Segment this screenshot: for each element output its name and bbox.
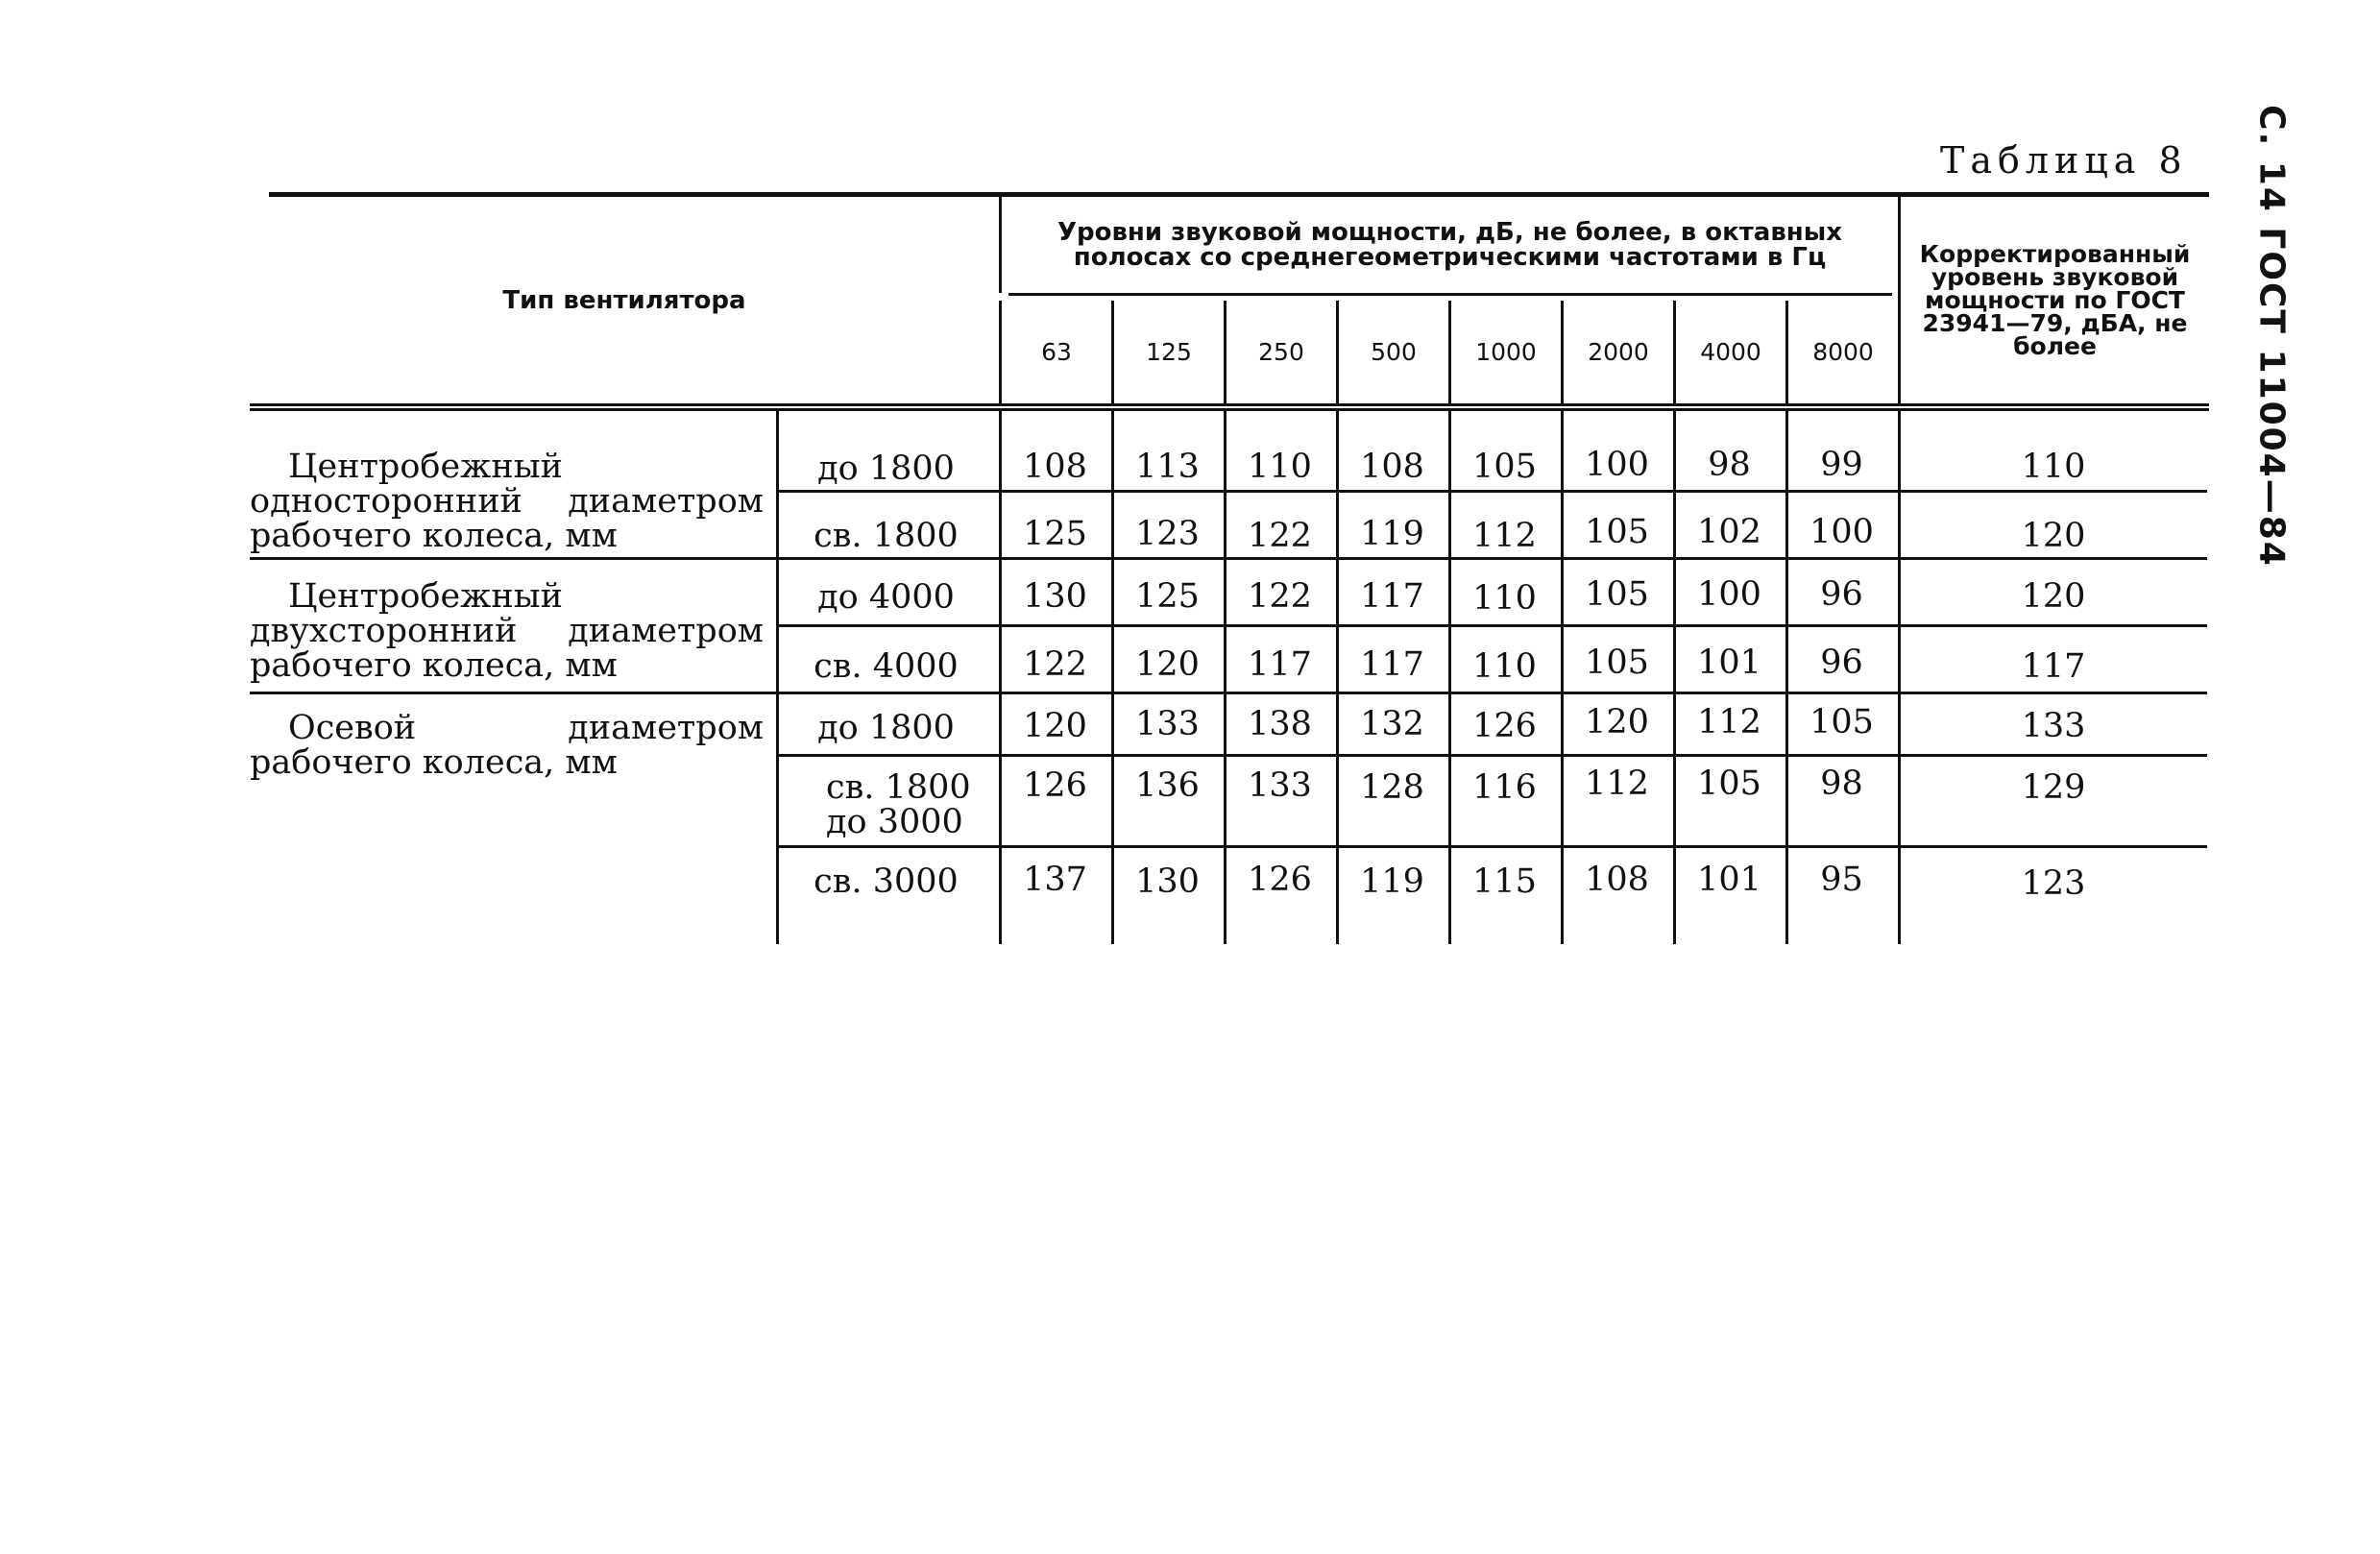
cell-value: 125 bbox=[1135, 577, 1200, 616]
cell-value: 110 bbox=[1248, 448, 1312, 486]
cell-value: 117 bbox=[1360, 577, 1424, 616]
cell-corrected: 129 bbox=[2021, 768, 2086, 807]
header-freq-63: 63 bbox=[999, 301, 1111, 403]
cell-value: 117 bbox=[1360, 645, 1424, 684]
cell-value: 100 bbox=[1585, 446, 1649, 484]
row-divider bbox=[776, 624, 2207, 627]
cell-value: 126 bbox=[1023, 766, 1087, 805]
cell-value: 96 bbox=[1820, 575, 1863, 614]
header-double-rule bbox=[250, 403, 2209, 411]
cell-corrected: 110 bbox=[2021, 448, 2086, 486]
cell-value: 95 bbox=[1820, 861, 1863, 899]
cell-value: 128 bbox=[1360, 768, 1424, 807]
size-cell: до 1800 bbox=[817, 449, 955, 488]
cell-value: 105 bbox=[1697, 765, 1761, 803]
header-type: Тип вентилятора bbox=[502, 285, 746, 315]
cell-value: 110 bbox=[1472, 647, 1537, 686]
cell-value: 112 bbox=[1585, 765, 1649, 803]
cell-value: 117 bbox=[1248, 645, 1312, 684]
row-divider bbox=[776, 845, 2207, 848]
table-body bbox=[250, 411, 2209, 944]
cell-value: 105 bbox=[1472, 448, 1537, 486]
cell-value: 101 bbox=[1697, 643, 1761, 682]
cell-value: 115 bbox=[1472, 862, 1537, 901]
row-divider bbox=[776, 490, 2207, 493]
cell-value: 100 bbox=[1697, 575, 1761, 614]
cell-value: 133 bbox=[1135, 705, 1200, 743]
cell-value: 110 bbox=[1472, 579, 1537, 618]
cell-corrected: 120 bbox=[2021, 577, 2086, 616]
cell-value: 125 bbox=[1023, 515, 1087, 553]
header-freq-1000: 1000 bbox=[1448, 301, 1561, 403]
cell-value: 105 bbox=[1585, 575, 1649, 614]
page-header bbox=[2243, 105, 2300, 568]
size-cell: св. 1800 bbox=[814, 517, 959, 555]
header-freq-250: 250 bbox=[1224, 301, 1336, 403]
cell-value: 116 bbox=[1472, 768, 1537, 807]
table-caption: Таблица 8 bbox=[1940, 139, 2188, 182]
type-centrifugal-single: Центробежный односторонний диаметром рабочего колеса, мм bbox=[250, 448, 764, 555]
cell-value: 112 bbox=[1697, 703, 1761, 741]
type-axial: Осевой диаметром рабочего колеса, мм bbox=[250, 709, 764, 782]
cell-value: 101 bbox=[1697, 861, 1761, 899]
cell-corrected: 133 bbox=[2021, 707, 2086, 745]
cell-value: 105 bbox=[1585, 643, 1649, 682]
cell-value: 133 bbox=[1248, 766, 1312, 805]
size-cell: св. 3000 bbox=[814, 862, 959, 901]
cell-value: 113 bbox=[1135, 448, 1200, 486]
size-cell: до 4000 bbox=[817, 578, 955, 617]
page-header-text: С. 14 ГОСТ 11004—84 bbox=[2251, 105, 2292, 568]
row-divider bbox=[250, 557, 2207, 560]
table-header bbox=[250, 197, 2209, 403]
cell-value: 108 bbox=[1023, 448, 1087, 486]
cell-value: 108 bbox=[1585, 861, 1649, 899]
cell-value: 123 bbox=[1135, 515, 1200, 553]
cell-value: 130 bbox=[1135, 862, 1200, 901]
cell-value: 112 bbox=[1472, 517, 1537, 555]
cell-value: 119 bbox=[1360, 862, 1424, 901]
cell-value: 102 bbox=[1697, 513, 1761, 551]
cell-value: 99 bbox=[1820, 446, 1863, 484]
cell-corrected: 123 bbox=[2021, 864, 2086, 903]
cell-value: 105 bbox=[1809, 703, 1874, 741]
header-corrected: Корректированный уровень звуковой мощности по ГОСТ 23941—79, дБА, не более bbox=[1898, 197, 2209, 403]
cell-corrected: 120 bbox=[2021, 517, 2086, 555]
cell-value: 122 bbox=[1248, 517, 1312, 555]
cell-corrected: 117 bbox=[2021, 647, 2086, 686]
header-freq-2000: 2000 bbox=[1561, 301, 1673, 403]
header-freq-125: 125 bbox=[1111, 301, 1224, 403]
cell-value: 108 bbox=[1360, 448, 1424, 486]
size-cell: св. 1800 до 3000 bbox=[826, 768, 971, 841]
header-levels: Уровни звуковой мощности, дБ, не более, в октавных полосах со среднегеометрическими частотами в Гц bbox=[999, 197, 1898, 293]
cell-value: 120 bbox=[1585, 703, 1649, 741]
header-freq-8000: 8000 bbox=[1785, 301, 1898, 403]
cell-value: 137 bbox=[1023, 861, 1087, 899]
size-cell: св. 4000 bbox=[814, 647, 959, 686]
cell-value: 122 bbox=[1248, 577, 1312, 616]
size-cell: до 1800 bbox=[817, 709, 955, 747]
cell-value: 126 bbox=[1248, 861, 1312, 899]
cell-value: 105 bbox=[1585, 513, 1649, 551]
cell-value: 98 bbox=[1708, 446, 1751, 484]
cell-value: 130 bbox=[1023, 577, 1087, 616]
cell-value: 122 bbox=[1023, 645, 1087, 684]
cell-value: 136 bbox=[1135, 766, 1200, 805]
header-levels-rule bbox=[1008, 293, 1892, 296]
row-divider bbox=[250, 692, 2207, 694]
cell-value: 119 bbox=[1360, 515, 1424, 553]
cell-value: 126 bbox=[1472, 707, 1537, 745]
cell-value: 120 bbox=[1135, 645, 1200, 684]
cell-value: 132 bbox=[1360, 705, 1424, 743]
row-divider bbox=[776, 754, 2207, 757]
cell-value: 98 bbox=[1820, 765, 1863, 803]
cell-value: 96 bbox=[1820, 643, 1863, 682]
header-freq-4000: 4000 bbox=[1673, 301, 1785, 403]
type-centrifugal-double: Центробежный двухсторонний диаметром рабочего колеса, мм bbox=[250, 577, 764, 685]
cell-value: 120 bbox=[1023, 707, 1087, 745]
cell-value: 100 bbox=[1809, 513, 1874, 551]
header-freq-500: 500 bbox=[1336, 301, 1448, 403]
cell-value: 138 bbox=[1248, 705, 1312, 743]
